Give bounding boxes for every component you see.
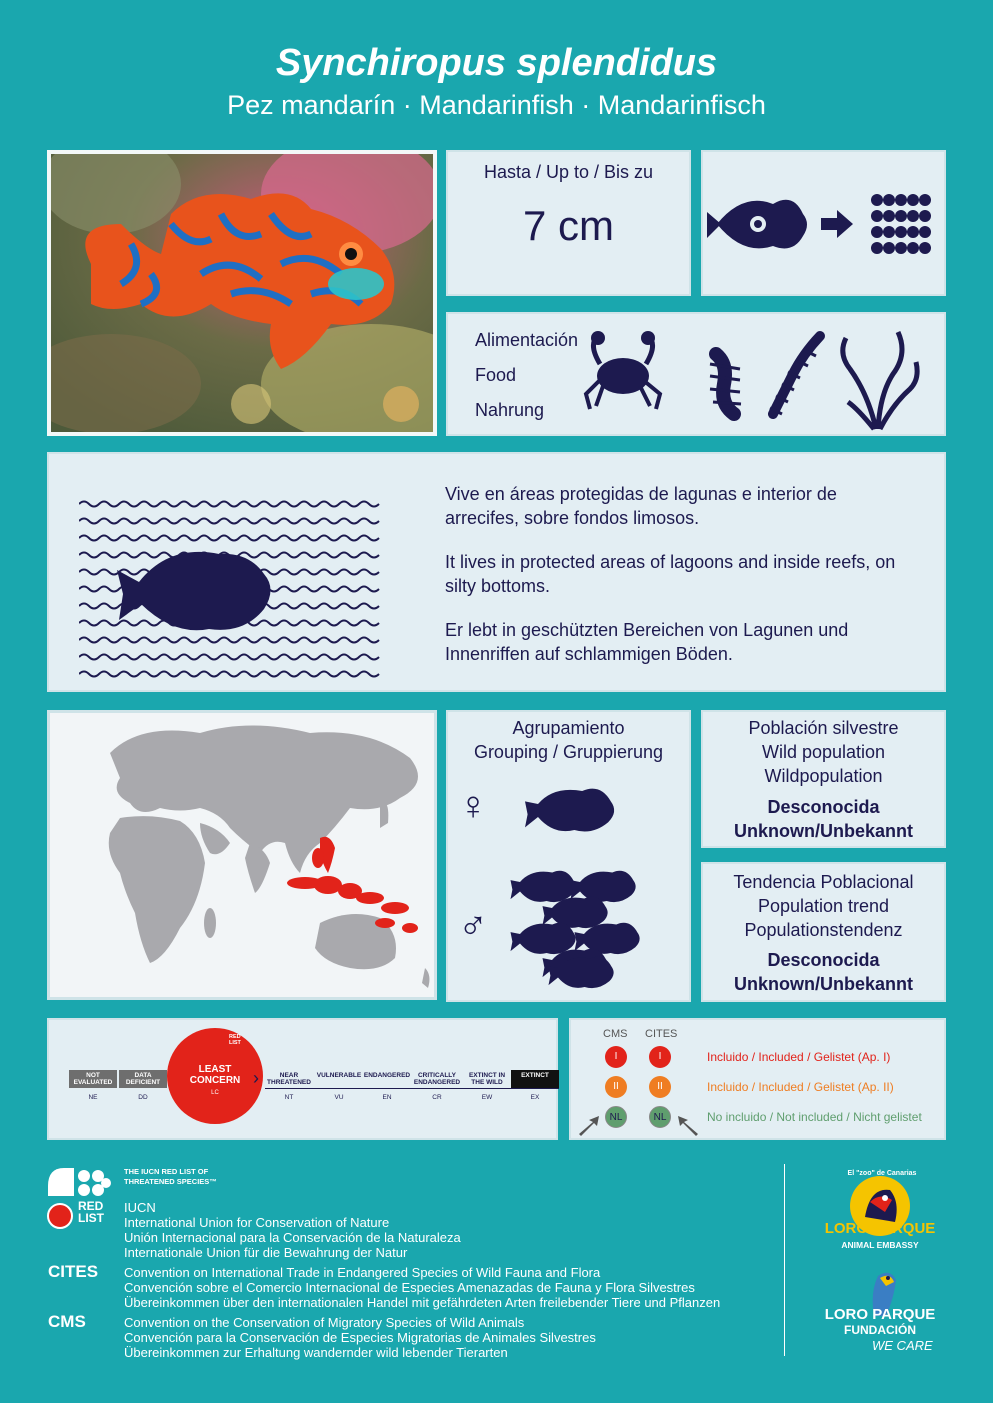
egg-icon (919, 242, 931, 254)
redlist-category-code: CR (432, 1094, 442, 1101)
wild-population-title-en: Wild population (761, 742, 886, 762)
wild-population-title-es: Población silvestre (748, 718, 899, 738)
egg-icon (895, 242, 907, 254)
cites-column-header: CITES (645, 1028, 678, 1040)
fundacion-tagline: WE CARE (872, 1338, 933, 1353)
fish-silhouette-icon (117, 552, 271, 630)
iucn-line-1: International Union for Conservation of Nature (124, 1215, 390, 1230)
redlist-category-label: DATA DEFICIENT (125, 1072, 161, 1086)
redlist-mini-logo: RED LIST (229, 1034, 241, 1046)
egg-icon (895, 210, 907, 222)
redlist-category (69, 1070, 117, 1088)
egg-icon (919, 194, 931, 206)
cites-abbr: CITES (48, 1262, 99, 1281)
egg-icon (895, 226, 907, 238)
redlist-category (463, 1070, 511, 1088)
grouping-panel (446, 710, 691, 1002)
redlist-category-code: DD (138, 1094, 148, 1101)
cms-column-header: CMS (603, 1028, 628, 1040)
crab-icon (586, 331, 660, 409)
arrow-left-icon (579, 1116, 599, 1136)
cms-status-icon: II (605, 1076, 627, 1098)
legal-status-text: No incluido / Not included / Nicht gelistet (707, 1110, 922, 1124)
grouping-title-es: Agrupamiento (512, 718, 625, 738)
cms-line-3: Übereinkommen zur Erhaltung wandernder wild lebender Tierarten (124, 1345, 508, 1360)
size-panel (446, 150, 691, 296)
male-icon: ♂ (458, 904, 488, 948)
cms-abbr: CMS (48, 1312, 86, 1331)
egg-icon (871, 210, 883, 222)
wave-line (79, 502, 379, 507)
egg-icon (871, 226, 883, 238)
redlist-category-label: LEAST CONCERN (189, 1064, 241, 1086)
fundacion-name: LORO PARQUE (824, 1306, 936, 1323)
wave-line (79, 519, 379, 524)
cms-status-icon: NL (605, 1106, 627, 1128)
redlist-category (413, 1070, 461, 1088)
redlist-category (363, 1070, 411, 1088)
iucn-abbr: IUCN (124, 1200, 156, 1215)
fundacion-sub: FUNDACIÓN (844, 1323, 916, 1337)
redlist-current-status (167, 1028, 263, 1124)
egg-icon (919, 210, 931, 222)
seaweed-icon (843, 332, 917, 429)
cms-status-icon: I (605, 1046, 627, 1068)
iucn-redlist-title: THE IUCN RED LIST OF THREATENED SPECIES™ (124, 1167, 217, 1186)
water-waves-graphic (79, 494, 409, 694)
redlist-category-code: VU (334, 1094, 344, 1101)
cites-line-2: Convención sobre el Comercio Internacional de Especies Amenazadas de Fauna y Flora Silvestres (124, 1280, 695, 1295)
food-label-de: Nahrung (475, 400, 545, 420)
wild-population-panel (701, 710, 946, 848)
arrow-icon (821, 210, 853, 238)
redlist-category-label: ENDANGERED (363, 1072, 411, 1079)
wave-line (79, 672, 379, 677)
cites-status-icon: I (649, 1046, 671, 1068)
wild-population-value-en-de: Unknown/Unbekannt (734, 821, 913, 841)
footer-divider (784, 1164, 785, 1356)
size-value: 7 cm (522, 202, 614, 249)
redlist-category (511, 1070, 559, 1088)
redlist-category-label: CRITICALLY ENDANGERED (413, 1072, 461, 1086)
redlist-category-label: EXTINCT IN THE WILD (468, 1072, 506, 1086)
reproduction-panel (701, 150, 946, 296)
arrow-right-icon (678, 1116, 698, 1136)
redlist-category-label: NEAR THREATENED (267, 1072, 311, 1086)
habitat-panel (47, 452, 946, 692)
eggs-icon (871, 194, 931, 254)
egg-icon (883, 194, 895, 206)
fish-photo (47, 150, 437, 436)
fish-icon (707, 200, 807, 249)
population-trend-panel (701, 862, 946, 1002)
redlist-scale (49, 1020, 556, 1138)
iucn-line-3: Internationale Union für die Bewahrung der Natur (124, 1245, 408, 1260)
wave-line (79, 655, 379, 660)
habitat-text-de: Er lebt in geschützten Bereichen von Lagunen und Innenriffen auf schlammigen Böden. (445, 620, 849, 664)
cms-line-2: Convención para la Conservación de Especies Migratorias de Animales Silvestres (124, 1330, 596, 1345)
female-icon: ♀ (458, 784, 488, 828)
food-label-en: Food (475, 365, 517, 385)
egg-icon (871, 242, 883, 254)
egg-icon (883, 242, 895, 254)
wave-line (79, 638, 379, 643)
egg-icon (907, 194, 919, 206)
cms-line-1: Convention on the Conservation of Migratory Species of Wild Animals (124, 1315, 525, 1330)
redlist-baseline (265, 1088, 559, 1089)
loro-parque-sub: ANIMAL EMBASSY (841, 1240, 919, 1250)
population-trend-value-es: Desconocida (767, 950, 880, 970)
common-names: Pez mandarín · Mandarinfish · Mandarinfisch (227, 90, 766, 120)
redlist-category-code: NT (284, 1094, 294, 1101)
egg-icon (883, 226, 895, 238)
habitat-text-es: Vive en áreas protegidas de lagunas e interior de arrecifes, sobre fondos limosos. (445, 484, 837, 528)
footer (0, 1160, 993, 1403)
wave-line (79, 536, 379, 541)
redlist-panel (47, 1018, 558, 1140)
legal-status-text: Incluido / Included / Gelistet (Ap. II) (707, 1080, 894, 1094)
egg-icon (871, 194, 883, 206)
egg-icon (907, 242, 919, 254)
cites-line-3: Übereinkommen über den internationalen Handel mit gefährdeten Arten freilebender Tiere und Pflanzen (124, 1295, 721, 1310)
fish-icon (511, 871, 576, 902)
egg-icon (883, 210, 895, 222)
distribution-map (47, 710, 437, 1000)
scientific-name: Synchiropus splendidus (275, 42, 718, 84)
wild-population-title-de: Wildpopulation (764, 766, 883, 786)
egg-icon (907, 210, 919, 222)
iucn-line-2: Unión Internacional para la Conservación de la Naturaleza (124, 1230, 461, 1245)
chevron-right-icon: › (253, 1068, 259, 1088)
polychaete-icon (770, 336, 820, 414)
fish-icon (511, 923, 576, 954)
cites-status-icon: NL (649, 1106, 671, 1128)
legal-status-panel (569, 1018, 946, 1140)
egg-icon (895, 194, 907, 206)
population-trend-title-es: Tendencia Poblacional (733, 872, 914, 892)
redlist-category-code: EN (382, 1094, 392, 1101)
food-label-es: Alimentación (475, 330, 579, 350)
redlist-category-code: EX (530, 1094, 540, 1101)
redlist-category (265, 1070, 313, 1088)
population-trend-value-en-de: Unknown/Unbekannt (734, 974, 913, 994)
redlist-category-label: EXTINCT (521, 1072, 549, 1079)
redlist-category-label: NOT EVALUATED (73, 1072, 113, 1086)
population-trend-title-de: Populationstendenz (744, 920, 903, 940)
redlist-logo-text: RED LIST (78, 1199, 104, 1225)
habitat-text-en: It lives in protected areas of lagoons and inside reefs, on silty bottoms. (445, 552, 896, 596)
redlist-category-code: NE (88, 1094, 98, 1101)
worm-icon (710, 354, 741, 414)
egg-icon (919, 226, 931, 238)
fish-icon (571, 871, 636, 902)
loro-parque-arc-text: El "zoo" de Canarias (847, 1170, 917, 1177)
wild-population-value-es: Desconocida (767, 797, 880, 817)
redlist-category-code: LC (211, 1090, 219, 1096)
redlist-category-label: VULNERABLE (316, 1072, 362, 1079)
food-panel (446, 312, 946, 436)
redlist-category-code: EW (481, 1094, 493, 1101)
cites-line-1: Convention on International Trade in Endangered Species of Wild Fauna and Flora (124, 1265, 601, 1280)
redlist-category (119, 1070, 167, 1088)
cites-status-icon: II (649, 1076, 671, 1098)
population-trend-title-en: Population trend (757, 896, 890, 916)
loro-parque-name: LORO PARQUE (824, 1220, 936, 1237)
legal-status-text: Incluido / Included / Gelistet (Ap. I) (707, 1050, 891, 1064)
fish-icon (525, 789, 614, 832)
size-label: Hasta / Up to / Bis zu (483, 162, 654, 182)
egg-icon (907, 226, 919, 238)
grouping-title-en-de: Grouping / Gruppierung (473, 742, 664, 762)
redlist-category (315, 1070, 363, 1088)
